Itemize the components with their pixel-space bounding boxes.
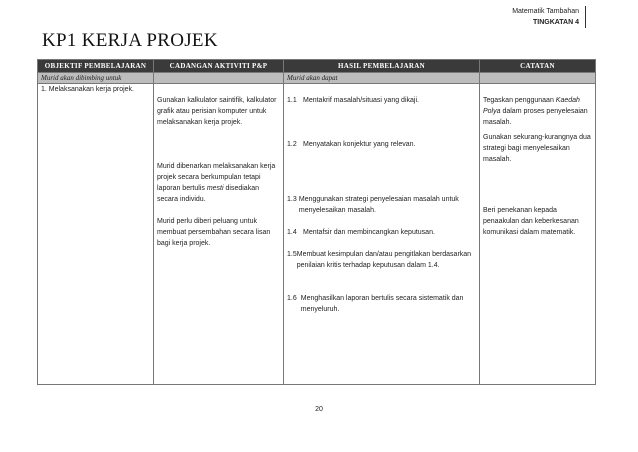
outcome-item [287, 227, 476, 249]
table-subheader-row [38, 73, 596, 84]
outcome-number: 1.4 [287, 229, 297, 236]
outcome-item [287, 139, 476, 194]
outcome-text: Mentafsir dan membincangkan keputusan. [303, 229, 435, 236]
col-header-objective: OBJEKTIF PEMBELAJARAN [38, 60, 154, 73]
outcome-text: Menggunakan strategi penyelesaian masalah untuk menyelesaikan masalah. [298, 196, 459, 214]
outcome-text: Menyatakan konjektur yang relevan. [303, 141, 416, 148]
table-row [38, 84, 596, 385]
note-1-italic: Kaedah Polya [483, 97, 580, 115]
outcome-number: 1.5 [287, 251, 297, 258]
outcome-text: Membuat kesimpulan dan/atau pengitlakan berdasarkan penilaian kritis terhadap keputusan dalam 1.4. [296, 251, 472, 269]
activity-2 [157, 161, 280, 216]
activity-1: Gunakan kalkulator saintifik, kalkulator grafik atau perisian komputer untuk melaksanakan kerja projek. [157, 97, 277, 126]
page-number: 20 [315, 406, 323, 413]
note-1 [483, 95, 592, 132]
page-header [512, 6, 586, 28]
subheader-notes-empty [480, 73, 596, 84]
activity-2-suffix: disediakan secara individu. [157, 185, 259, 203]
subheader-activity-empty [154, 73, 284, 84]
outcome-item [287, 249, 476, 293]
outcome-item [287, 194, 476, 227]
activity-3: Murid perlu diberi peluang untuk membuat persembahan secara lisan bagi kerja projek. [157, 218, 271, 247]
outcome-number: 1.2 [287, 141, 297, 148]
subheader-outcome: Murid akan dapat [284, 73, 480, 84]
outcome-number: 1.1 [287, 97, 297, 104]
outcome-number: 1.3 [287, 196, 297, 203]
notes-cell [480, 84, 596, 385]
curriculum-table [37, 59, 596, 385]
outcome-item [287, 293, 476, 315]
subheader-objective: Murid akan dibimbing untuk [38, 73, 154, 84]
objective-text: 1. Melaksanakan kerja projek. [41, 86, 134, 93]
activity-2-text: Murid dibenarkan melaksanakan kerja projek secara berkumpulan tetapi laporan bertulis [157, 163, 276, 192]
page-title: KP1 KERJA PROJEK [42, 30, 218, 51]
objective-cell [38, 84, 154, 385]
activity-2-italic: mesti [206, 185, 224, 192]
outcome-text: Mentakrif masalah/situasi yang dikaji. [303, 97, 419, 104]
activity-cell [154, 84, 284, 385]
col-header-notes: CATATAN [480, 60, 596, 73]
note-1-prefix: Tegaskan penggunaan [483, 97, 554, 104]
outcome-cell [284, 84, 480, 385]
col-header-activity: CADANGAN AKTIVITI P&P [154, 60, 284, 73]
outcome-item [287, 95, 476, 139]
outcome-text: Menghasilkan laporan bertulis secara sistematik dan menyeluruh. [300, 295, 464, 313]
subject-label: Matematik Tambahan [512, 8, 579, 15]
note-3: Beri penekanan kepada penaakulan dan keberkesanan komunikasi dalam matematik. [483, 207, 579, 236]
col-header-outcome: HASIL PEMBELAJARAN [284, 60, 480, 73]
table-header-row [38, 60, 596, 73]
outcome-number: 1.6 [287, 295, 297, 302]
grade-label: TINGKATAN 4 [532, 19, 579, 26]
note-2: Gunakan sekurang-kurangnya dua strategi bagi menyelesaikan masalah. [483, 134, 591, 163]
note-1-suffix: dalam proses penyelesaian masalah. [483, 108, 588, 126]
